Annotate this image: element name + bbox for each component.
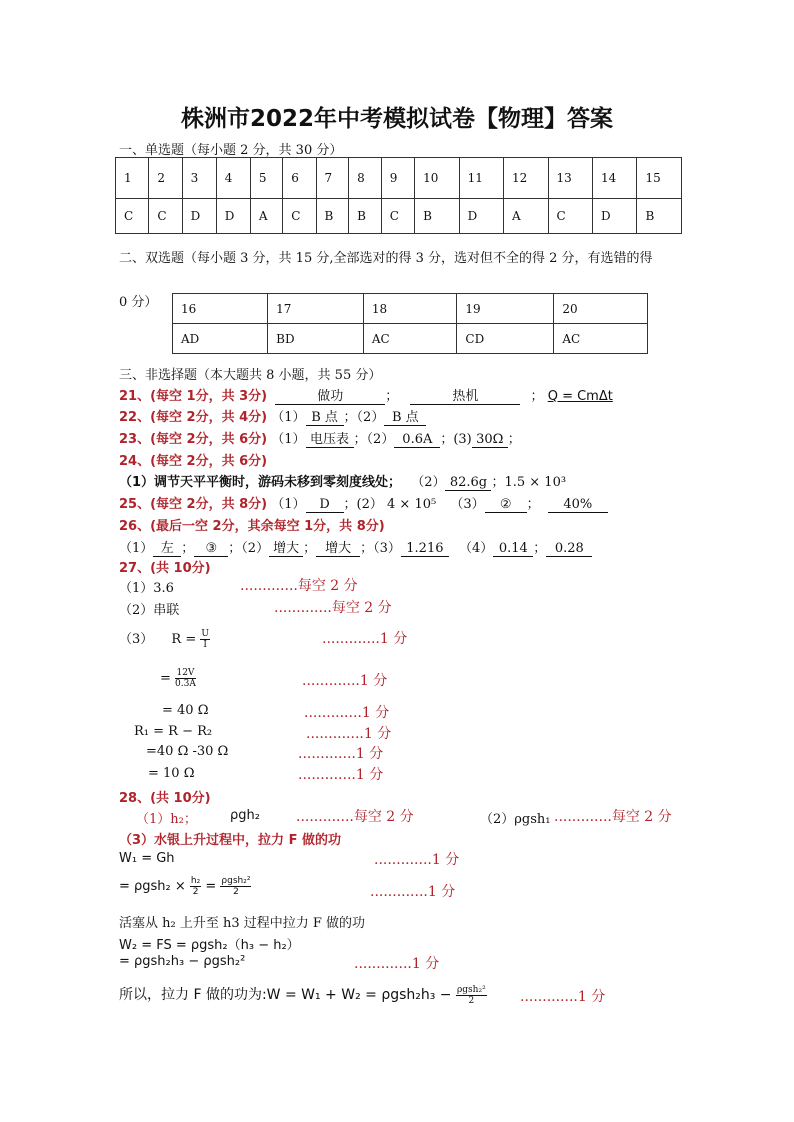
q28-line3: W₁ = Gh bbox=[119, 851, 175, 866]
answer-cell: B bbox=[349, 199, 382, 234]
q23-label: 23、(每空 2分，共 6分) bbox=[119, 432, 268, 447]
q26-label-row bbox=[119, 515, 385, 534]
q28-line1-c: （2）ρgsh₁ bbox=[480, 812, 551, 827]
q28-line8-text: 所以，拉力 F 做的功为:W = W₁ + W₂ = ρgsh₂h₃ − bbox=[119, 987, 452, 1003]
q22-prefix-1: （1） bbox=[271, 410, 306, 425]
question-number-cell: 16 bbox=[173, 294, 268, 324]
q23-answer-1: 电压表 bbox=[306, 428, 354, 448]
q24-answer-2: 82.6g bbox=[445, 475, 491, 491]
answer-cell: D bbox=[216, 199, 250, 234]
answer-cell: B bbox=[415, 199, 459, 234]
q28-line4-num-2: ρgsh₂² bbox=[221, 876, 251, 886]
q21-row: 21、(每空 1分，共 3分) 做功 ； 热机 ； Q = CmΔt bbox=[119, 385, 613, 405]
q25-answer-4: 40% bbox=[548, 497, 608, 513]
q27-line8-score: .............1 分 bbox=[298, 767, 384, 783]
q24-label: 24、(每空 2分，共 6分) bbox=[119, 454, 268, 469]
q24-label-row bbox=[119, 450, 267, 469]
q28-line1-score: .............每空 2 分 bbox=[296, 809, 414, 825]
q21-answer-3: Q = CmΔt bbox=[547, 389, 613, 404]
single-choice-table bbox=[115, 157, 682, 234]
q28-line4-den-1: 2 bbox=[192, 887, 199, 897]
q23-end: ； bbox=[507, 432, 521, 447]
question-number-cell: 11 bbox=[459, 158, 503, 199]
q27-line2-score: .............每空 2 分 bbox=[274, 600, 392, 616]
q27-line3-num: U bbox=[201, 629, 209, 639]
question-number-cell: 10 bbox=[415, 158, 459, 199]
answer-cell: D bbox=[592, 199, 636, 234]
q27-line8: = 10 Ω bbox=[148, 766, 195, 781]
q27-line2: （2）串联 bbox=[119, 603, 180, 618]
section2-heading: 二、双选题（每小题 3 分，共 15 分,全部选对的得 3 分，选对但不全的得 2 分，有选错的得 bbox=[119, 251, 653, 266]
q28-line5: 活塞从 h₂ 上升至 h3 过程中拉力 F 做的功 bbox=[119, 916, 366, 931]
answer-cell: C bbox=[116, 199, 149, 234]
q23-answer-3: 30Ω bbox=[472, 432, 508, 448]
q25-answer-3: ② bbox=[485, 497, 527, 513]
q28-line8-score: .............1 分 bbox=[520, 989, 606, 1005]
q28-line4-score: .............1 分 bbox=[370, 884, 456, 900]
q25-answer-1: D bbox=[306, 497, 344, 513]
q28-line2: （3）水银上升过程中，拉力 F 做的功 bbox=[119, 833, 341, 848]
q28-line7-score: .............1 分 bbox=[354, 956, 440, 972]
q28-line4-fraction-2 bbox=[220, 876, 251, 897]
question-number-cell: 3 bbox=[182, 158, 216, 199]
q26-answer-7: 0.28 bbox=[546, 541, 592, 557]
q22-label: 22、(每空 2分，共 4分) bbox=[119, 410, 268, 425]
answer-cell: C bbox=[149, 199, 182, 234]
q21-answer-2: 热机 bbox=[410, 385, 520, 405]
q21-label: 21、(每空 1分，共 3分) bbox=[119, 389, 268, 404]
q27-line4-den: 0.3A bbox=[175, 679, 196, 689]
q28-line1-c-score: .............每空 2 分 bbox=[554, 809, 672, 825]
q22-row bbox=[119, 406, 426, 426]
q27-line4-eq: = bbox=[160, 671, 171, 686]
answer-cell: C bbox=[283, 199, 316, 234]
q25-answer-2: 4 × 10⁵ bbox=[387, 497, 437, 512]
q28-line4-eq: = bbox=[205, 879, 217, 894]
q22-answer-1: B 点 bbox=[306, 406, 344, 426]
question-number-cell: 5 bbox=[250, 158, 282, 199]
q22-prefix-2: ；（2） bbox=[343, 410, 385, 425]
q25-prefix-1: （1） bbox=[271, 497, 306, 512]
q27-line3 bbox=[119, 628, 210, 650]
q25-row: 25、(每空 2分，共 8分) （1） D ；(2） 4 × 10⁵ （3） ② ； 40% bbox=[119, 493, 608, 513]
q26-answer-1: 左 bbox=[153, 537, 181, 557]
question-number-cell: 20 bbox=[554, 294, 648, 324]
question-number-cell: 7 bbox=[316, 158, 349, 199]
q28-label: 28、(共 10分) bbox=[119, 791, 211, 806]
question-number-cell: 13 bbox=[548, 158, 592, 199]
q21-answer-1: 做功 bbox=[275, 385, 385, 405]
answer-cell: BD bbox=[268, 324, 364, 354]
answer-cell: CD bbox=[457, 324, 554, 354]
question-number-cell: 15 bbox=[637, 158, 682, 199]
q28-line7: = ρgsh₂h₃ − ρgsh₂² bbox=[119, 954, 246, 969]
q26-answer-2: ③ bbox=[194, 541, 228, 557]
answer-cell: B bbox=[637, 199, 682, 234]
answer-cell: D bbox=[459, 199, 503, 234]
double-choice-table bbox=[172, 293, 648, 354]
section1-heading: 一、单选题（每小题 2 分，共 30 分） bbox=[119, 143, 343, 158]
q23-prefix-2: ；（2） bbox=[353, 432, 395, 447]
q23-row bbox=[119, 428, 521, 448]
q27-line6-score: .............1 分 bbox=[306, 726, 392, 742]
answer-cell: C bbox=[548, 199, 592, 234]
q21-sep: ； bbox=[530, 389, 544, 404]
q27-line3-score: .............1 分 bbox=[322, 631, 408, 647]
q28-line4-fraction-1 bbox=[190, 876, 201, 897]
question-number-cell: 9 bbox=[381, 158, 414, 199]
q24-answer-1: （1）调节天平平衡时，游码未移到零刻度线处； bbox=[119, 475, 402, 490]
question-number-cell: 4 bbox=[216, 158, 250, 199]
q27-line3-prefix: （3） bbox=[119, 632, 154, 647]
answer-cell: B bbox=[316, 199, 349, 234]
q27-line4 bbox=[160, 668, 196, 689]
question-number-cell: 18 bbox=[363, 294, 457, 324]
q24-row bbox=[119, 471, 566, 491]
question-number-cell: 1 bbox=[116, 158, 149, 199]
q28-line8-den: 2 bbox=[468, 995, 475, 1006]
q25-prefix-3: （3） bbox=[450, 497, 485, 512]
q27-line5: = 40 Ω bbox=[162, 703, 209, 718]
section2-heading-cont: 0 分） bbox=[119, 295, 158, 310]
q27-line4-num: 12V bbox=[176, 668, 195, 678]
answer-cell: A bbox=[250, 199, 282, 234]
q27-line3-fraction bbox=[200, 629, 210, 650]
section3-heading: 三、非选择题（本大题共 8 小题，共 55 分） bbox=[119, 368, 382, 383]
q27-line4-score: .............1 分 bbox=[302, 673, 388, 689]
q25-prefix-2: ；(2） bbox=[343, 497, 383, 512]
answer-cell: D bbox=[182, 199, 216, 234]
q28-line4-lhs: = ρgsh₂ × bbox=[119, 879, 186, 894]
q22-answer-2: B 点 bbox=[384, 406, 426, 426]
question-number-cell: 8 bbox=[349, 158, 382, 199]
q28-line3-score: .............1 分 bbox=[374, 852, 460, 868]
q23-prefix-1: （1） bbox=[271, 432, 306, 447]
q26-prefix-5: ；（3） bbox=[360, 541, 401, 556]
q27-line6: R₁ = R − R₂ bbox=[134, 724, 213, 739]
q24-answer-3: ；1.5 × 10³ bbox=[491, 475, 567, 490]
page-title: 株洲市2022年中考模拟试卷【物理】答案 bbox=[180, 106, 613, 132]
q28-line1: （1）h₂； bbox=[136, 812, 197, 827]
question-number-cell: 12 bbox=[504, 158, 548, 199]
q26-answer-5: 1.216 bbox=[401, 541, 449, 557]
q28-line6: W₂ = FS = ρgsh₂（h₃ − h₂） bbox=[119, 938, 300, 953]
q25-label: 25、(每空 2分，共 8分) bbox=[119, 497, 268, 512]
q28-line4-den-2: 2 bbox=[233, 887, 239, 897]
question-number-cell: 17 bbox=[268, 294, 364, 324]
answer-cell: A bbox=[504, 199, 548, 234]
q27-line1-score: .............每空 2 分 bbox=[240, 578, 358, 594]
q27-line7: =40 Ω -30 Ω bbox=[146, 744, 229, 759]
q27-line5-score: .............1 分 bbox=[304, 705, 390, 721]
q26-answer-4: 增大 bbox=[316, 537, 360, 557]
q23-prefix-3: ；(3) bbox=[440, 432, 472, 447]
q26-prefix-6: （4） bbox=[459, 541, 494, 556]
q27-line1: （1）3.6 bbox=[119, 581, 174, 596]
q26-prefix-3: ；（2） bbox=[228, 541, 270, 556]
q28-line8-num: ρgsh₂² bbox=[457, 984, 486, 995]
q28-line8 bbox=[119, 984, 487, 1006]
q27-line3-formula: R = bbox=[171, 632, 197, 647]
q26-row: （1） 左 ； ③ ；（2） 增大 ； 增大 ；（3） 1.216 （4） 0.14 ； 0.28 bbox=[119, 537, 592, 557]
answer-cell: AD bbox=[173, 324, 268, 354]
q28-line8-fraction bbox=[456, 985, 487, 1006]
answer-cell: AC bbox=[363, 324, 457, 354]
q24-prefix-2: （2） bbox=[411, 475, 446, 490]
q26-label: 26、(最后一空 2分，其余每空 1分，共 8分) bbox=[119, 519, 385, 534]
q27-line7-score: .............1 分 bbox=[298, 746, 384, 762]
q27-line4-fraction bbox=[175, 668, 196, 689]
q28-line4 bbox=[119, 876, 251, 897]
question-number-cell: 14 bbox=[592, 158, 636, 199]
q26-prefix-1: （1） bbox=[119, 541, 154, 556]
q27-line3-den: I bbox=[203, 640, 207, 650]
answer-cell: C bbox=[381, 199, 414, 234]
answer-cell: AC bbox=[554, 324, 648, 354]
q23-answer-2: 0.6A bbox=[394, 432, 440, 448]
q26-answer-6: 0.14 bbox=[493, 541, 533, 557]
q28-line1-b: ρgh₂ bbox=[230, 808, 260, 823]
q28-line4-num-1: h₂ bbox=[190, 876, 201, 886]
q26-answer-3: 增大 bbox=[269, 537, 303, 557]
question-number-cell: 6 bbox=[283, 158, 316, 199]
question-number-cell: 2 bbox=[149, 158, 182, 199]
q27-label: 27、(共 10分) bbox=[119, 561, 211, 576]
question-number-cell: 19 bbox=[457, 294, 554, 324]
